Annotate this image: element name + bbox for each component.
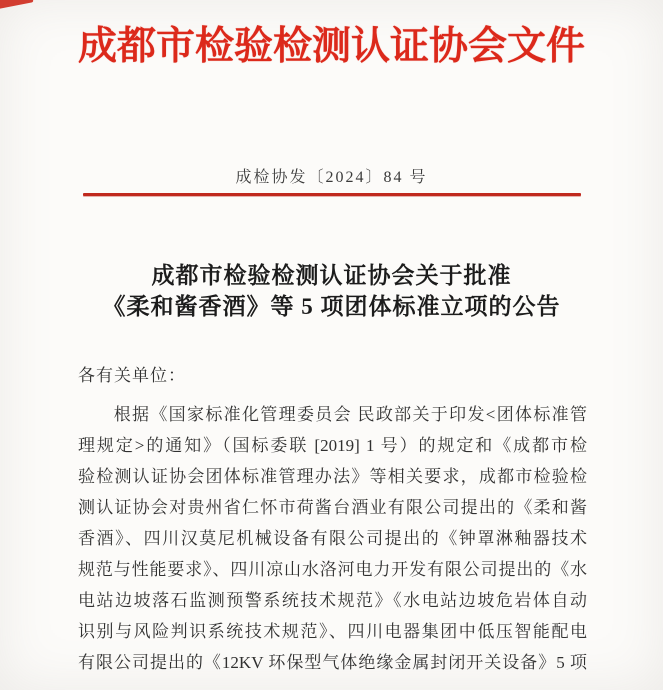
- salutation: 各有关单位：: [78, 365, 186, 385]
- document-reference-number: 成检协发〔2024〕84 号: [235, 168, 428, 186]
- paragraph-line-4: 测认证协会对贵州省仁怀市荷酱台酒业有限公司提出的《柔和酱: [78, 497, 587, 517]
- letterhead-title: 成都市检验检测认证协会文件: [77, 25, 585, 68]
- red-divider-line: [83, 193, 581, 196]
- announcement-title-line1: 成都市检验检测认证协会关于批准: [151, 262, 512, 288]
- paragraph-line-2: 理规定>的通知》（国标委联 [2019] 1 号）的规定和《成都市检: [78, 435, 587, 455]
- paragraph-line-8: 识别与风险判识系统技术规范》、四川电器集团中低压智能配电: [78, 621, 587, 641]
- document-body: [0, 360, 663, 678]
- paragraph-line-9: 有限公司提出的《12KV 环保型气体绝缘金属封闭开关设备》5 项: [78, 652, 587, 672]
- paragraph-line-1: 根据《国家标准化管理委员会 民政部关于印发<团体标准管: [113, 404, 587, 424]
- announcement-title: [0, 260, 663, 322]
- body-paragraph: [78, 399, 587, 678]
- paragraph-line-5: 香酒》、四川汉莫尼机械设备有限公司提出的《钟罩淋釉器技术: [78, 528, 587, 548]
- paragraph-line-6: 规范与性能要求》、四川凉山水洛河电力开发有限公司提出的《水: [78, 559, 587, 579]
- announcement-title-line2: 《柔和酱香酒》等 5 项团体标准立项的公告: [102, 293, 561, 319]
- paragraph-line-3: 验检测认证协会团体标准管理办法》等相关要求，成都市检验检: [78, 466, 587, 486]
- paragraph-line-7: 电站边坡落石监测预警系统技术规范》《水电站边坡危岩体自动: [78, 590, 587, 610]
